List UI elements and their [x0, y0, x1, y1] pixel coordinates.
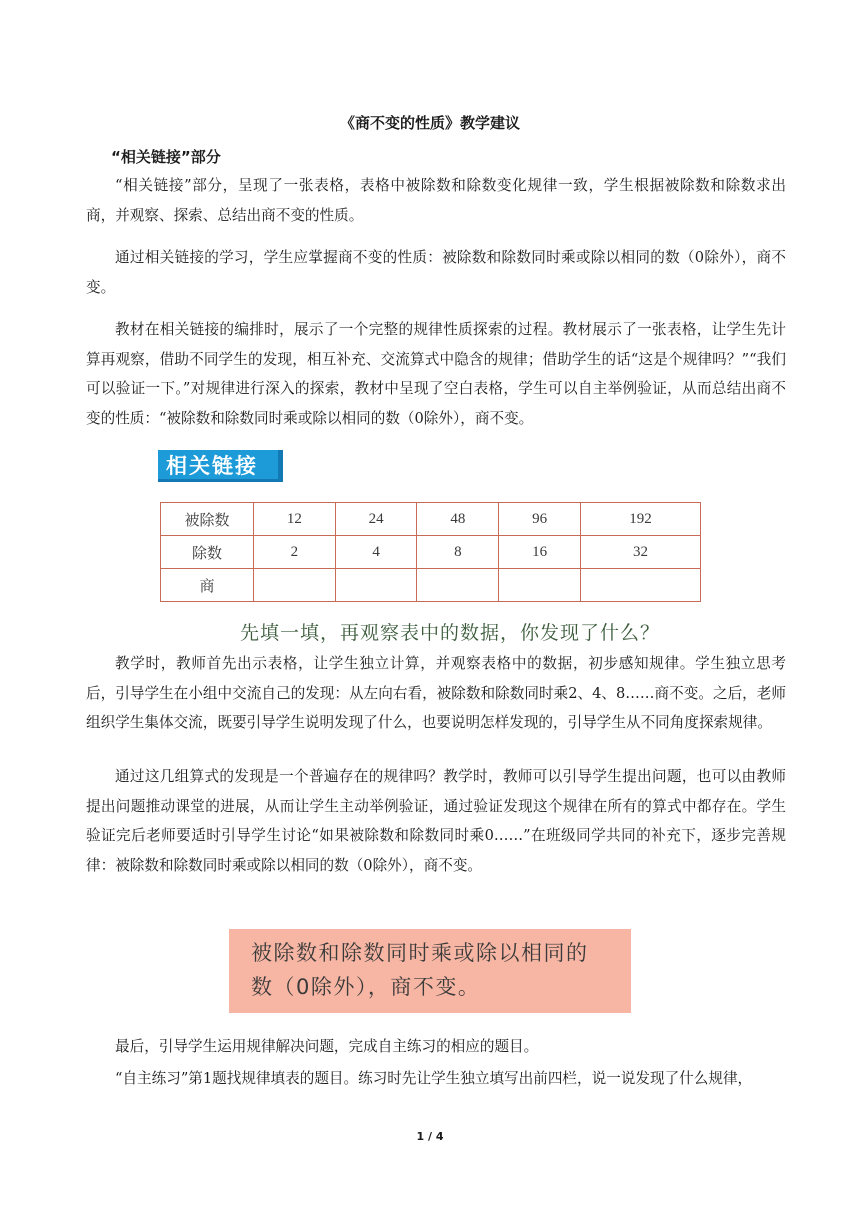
- table-row: [161, 536, 701, 569]
- section-heading: “相关链接”部分: [111, 148, 221, 166]
- related-link-banner: 相关链接: [158, 450, 283, 482]
- table-cell: 4: [335, 536, 417, 569]
- paragraph-conclusion: 最后，引导学生运用规律解决问题，完成自主练习的相应的题目。: [115, 1038, 539, 1055]
- paragraph-goal: 通过相关链接的学习，学生应掌握商不变的性质：被除数和除数同时乘或除以相同的数（0除外），商不变。: [86, 249, 786, 296]
- table-cell: 24: [335, 503, 417, 536]
- table-cell-blank: [499, 569, 581, 602]
- rule-line-1: 被除数和除数同时乘或除以相同的: [251, 941, 589, 965]
- page-title: 《商不变的性质》教学建议: [339, 114, 520, 132]
- table-cell-blank: [254, 569, 336, 602]
- table-cell: 2: [254, 536, 336, 569]
- rule-line-2: 数（0除外），商不变。: [251, 975, 481, 999]
- table-cell: 32: [580, 536, 700, 569]
- table-cell: 12: [254, 503, 336, 536]
- paragraph-intro: “相关链接”部分，呈现了一张表格，表格中被除数和除数变化规律一致，学生根据被除数和除数求出商，并观察、探索、总结出商不变的性质。: [86, 177, 786, 224]
- table-cell: 8: [417, 536, 499, 569]
- table-row: [161, 569, 701, 602]
- table-cell-blank: [335, 569, 417, 602]
- table-prompt: 先填一填，再观察表中的数据，你发现了什么？: [239, 622, 660, 644]
- table-cell: 96: [499, 503, 581, 536]
- dividend-divisor-table: [160, 502, 701, 602]
- table-cell: 192: [580, 503, 700, 536]
- paragraph-teaching: 教学时，教师首先出示表格，让学生独立计算，并观察表格中的数据，初步感知规律。学生独立思考后，引导学生在小组中交流自己的发现：从左向右看，被除数和除数同时乘2、4、8……商不变。之后，老师组织学生集体交流，既要引导学生说明发现了什么，也要说明怎样发现的，引导学生从不同角度探索规律。: [86, 655, 786, 731]
- rule-summary-box: [229, 929, 631, 1013]
- row-label: 除数: [161, 536, 254, 569]
- paragraph-practice: “自主练习”第1题找规律填表的题目。练习时先让学生独立填写出前四栏，说一说发现了什么规律，: [115, 1070, 753, 1087]
- page-number: 1 / 4: [416, 1130, 444, 1143]
- table-cell: 16: [499, 536, 581, 569]
- row-label: 商: [161, 569, 254, 602]
- table-cell-blank: [580, 569, 700, 602]
- paragraph-verification: 通过这几组算式的发现是一个普遍存在的规律吗？教学时，教师可以引导学生提出问题，也可以由教师提出问题推动课堂的进展，从而让学生主动举例验证，通过验证发现这个规律在所有的算式中都存在。学生验证完后老师要适时引导学生讨论“如果被除数和除数同时乘0……”在班级同学共同的补充下，逐步完善规律：被除数和除数同时乘或除以相同的数（0除外），商不变。: [86, 768, 786, 874]
- row-label: 被除数: [161, 503, 254, 536]
- table-cell-blank: [417, 569, 499, 602]
- paragraph-textbook: 教材在相关链接的编排时，展示了一个完整的规律性质探索的过程。教材展示了一张表格，让学生先计算再观察，借助不同学生的发现，相互补充、交流算式中隐含的规律；借助学生的话“这是个规律吗？”“我们可以验证一下。”对规律进行深入的探索，教材中呈现了空白表格，学生可以自主举例验证，从而总结出商不变的性质：“被除数和除数同时乘或除以相同的数（0除外），商不变。: [86, 321, 786, 427]
- table-row: [161, 503, 701, 536]
- table-cell: 48: [417, 503, 499, 536]
